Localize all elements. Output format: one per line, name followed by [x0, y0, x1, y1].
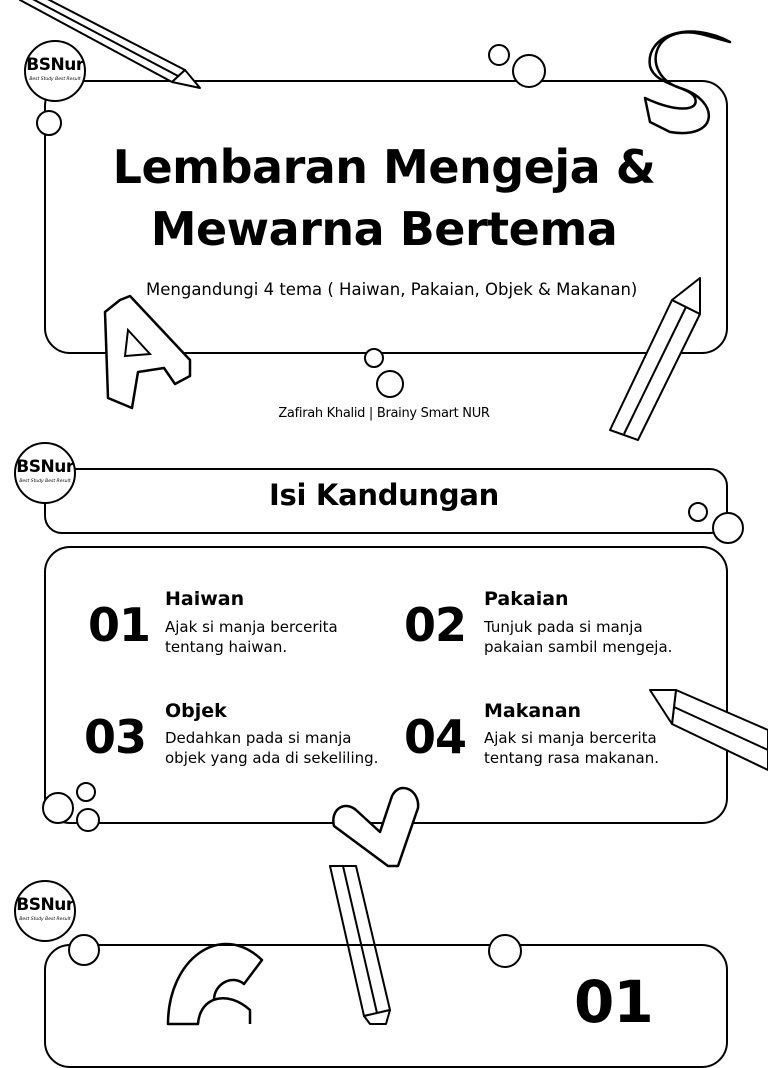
- subtitle: Mengandungi 4 tema ( Haiwan, Pakaian, Objek & Makanan): [146, 280, 638, 299]
- logo-name: BSNur: [16, 895, 74, 915]
- title-line-2: Mewarna Bertema: [150, 202, 618, 256]
- item-description: Dedahkan pada si manja objek yang ada di sekeliling.: [165, 729, 379, 767]
- item-description: Ajak si manja bercerita tentang rasa makanan.: [484, 729, 660, 767]
- bsnur-logo: [14, 880, 76, 942]
- contents-title: Isi Kandungan: [269, 478, 499, 512]
- item-title: Haiwan: [165, 588, 245, 610]
- decor-circle: [76, 808, 100, 832]
- decor-circle: [488, 934, 522, 968]
- item-description: Ajak si manja bercerita tentang haiwan.: [165, 618, 338, 656]
- author-byline: Zafirah Khalid | Brainy Smart NUR: [278, 406, 490, 421]
- item-title: Pakaian: [484, 588, 569, 610]
- title-line-1: Lembaran Mengeja &: [112, 140, 656, 194]
- pencil-icon: [650, 690, 768, 770]
- decor-circle: [42, 792, 74, 824]
- logo-tagline: Best Study Best Result: [19, 479, 71, 484]
- logo-name: BSNur: [26, 55, 84, 75]
- decor-circle: [68, 934, 100, 966]
- item-title: Makanan: [484, 700, 582, 722]
- letter-k-icon: [333, 788, 418, 866]
- item-number: 03: [84, 710, 147, 764]
- item-number: 02: [404, 598, 467, 652]
- item-description: Tunjuk pada si manja pakaian sambil mengeja.: [484, 618, 673, 656]
- item-title: Objek: [165, 700, 227, 722]
- logo-tagline: Best Study Best Result: [19, 917, 71, 922]
- logo-tagline: Best Study Best Result: [29, 77, 81, 82]
- decor-circle: [76, 782, 96, 802]
- item-number: 04: [404, 710, 467, 764]
- next-page-number: 01: [574, 968, 653, 1036]
- item-number: 01: [88, 598, 151, 652]
- logo-name: BSNur: [16, 457, 74, 477]
